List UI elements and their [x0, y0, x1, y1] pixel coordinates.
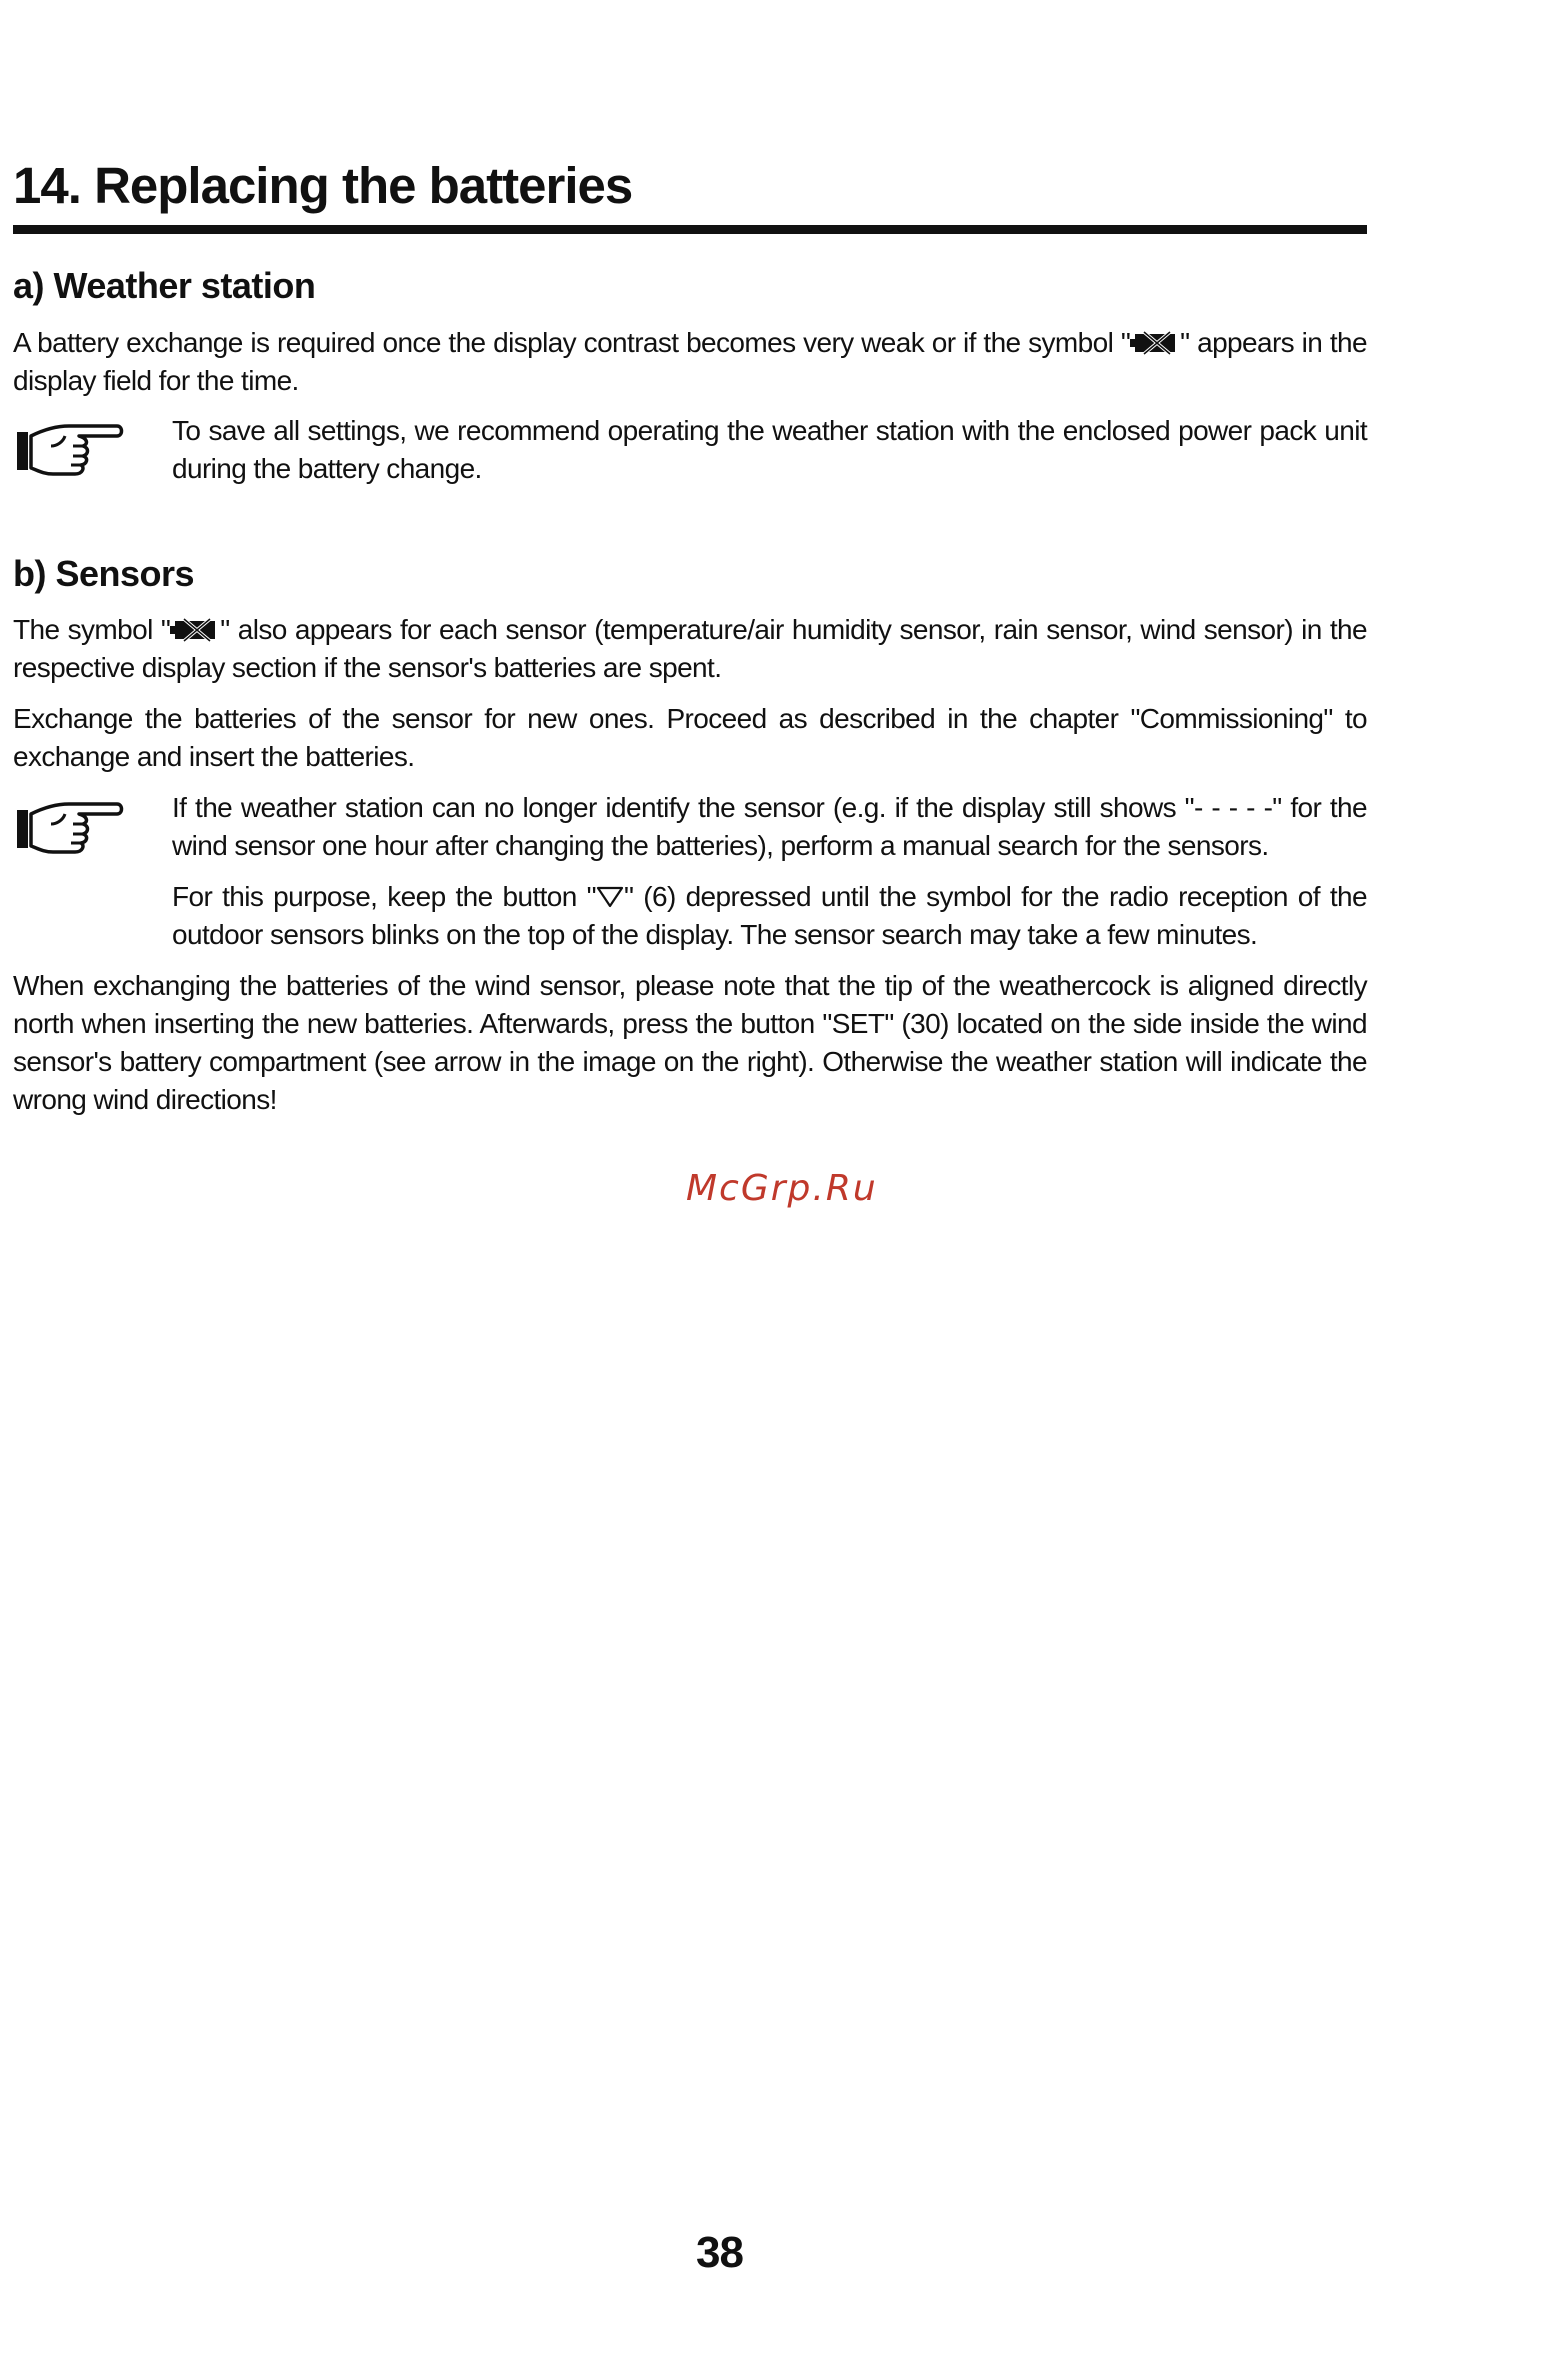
down-triangle-icon	[596, 886, 624, 908]
watermark: McGrp.Ru	[686, 1168, 878, 1209]
pointing-hand-icon	[13, 796, 125, 856]
page-number: 38	[696, 2228, 743, 2277]
section-b-paragraph-2: Exchange the batteries of the sensor for new ones. Proceed as described in the chapter "Commissioning" to exchange and insert the batteries.	[13, 703, 1367, 772]
battery-empty-icon	[170, 617, 220, 643]
section-b-note-2-start: For this purpose, keep the button "	[172, 881, 596, 912]
section-b-text-end: " also appears for each sensor (temperature/air humidity sensor, rain sensor, wind sensor) in the respective display section if the sensor's batteries are spent.	[13, 614, 1367, 683]
section-a-text-end: " appears in the display field for the time.	[13, 327, 1367, 396]
section-b-text-start: The symbol "	[13, 614, 171, 645]
section-a-note: To save all settings, we recommend operating the weather station with the enclosed power pack unit during the battery change.	[172, 415, 1367, 484]
title-divider	[13, 225, 1367, 234]
section-b-note-2-end: " (6) depressed until the symbol for the radio reception of the outdoor sensors blinks on the top of the display. The sensor search may take a few minutes.	[172, 881, 1367, 950]
section-b-title: b) Sensors	[13, 553, 195, 594]
section-a-paragraph	[13, 324, 1367, 400]
section-b-paragraph-1	[13, 611, 1367, 687]
section-a-title: a) Weather station	[13, 265, 316, 306]
page-title: 14. Replacing the batteries	[13, 157, 633, 214]
pointing-hand-icon	[13, 418, 125, 478]
section-a-text-start: A battery exchange is required once the display contrast becomes very weak or if the symbol "	[13, 327, 1131, 358]
section-b-paragraph-3: When exchanging the batteries of the wind sensor, please note that the tip of the weathercock is aligned directly north when inserting the new batteries. Afterwards, press the button "SET" (30) located on the side inside the wind sensor's battery compartment (see arrow in the image on the right). Otherwise the weather station will indicate the wrong wind directions!	[13, 970, 1367, 1115]
section-b-note-2	[172, 878, 1367, 954]
section-b-note-1: If the weather station can no longer identify the sensor (e.g. if the display still shows "- - - - -" for the wind sensor one hour after changing the batteries), perform a manual search for the sensors.	[172, 792, 1367, 861]
battery-empty-icon	[1130, 330, 1180, 356]
